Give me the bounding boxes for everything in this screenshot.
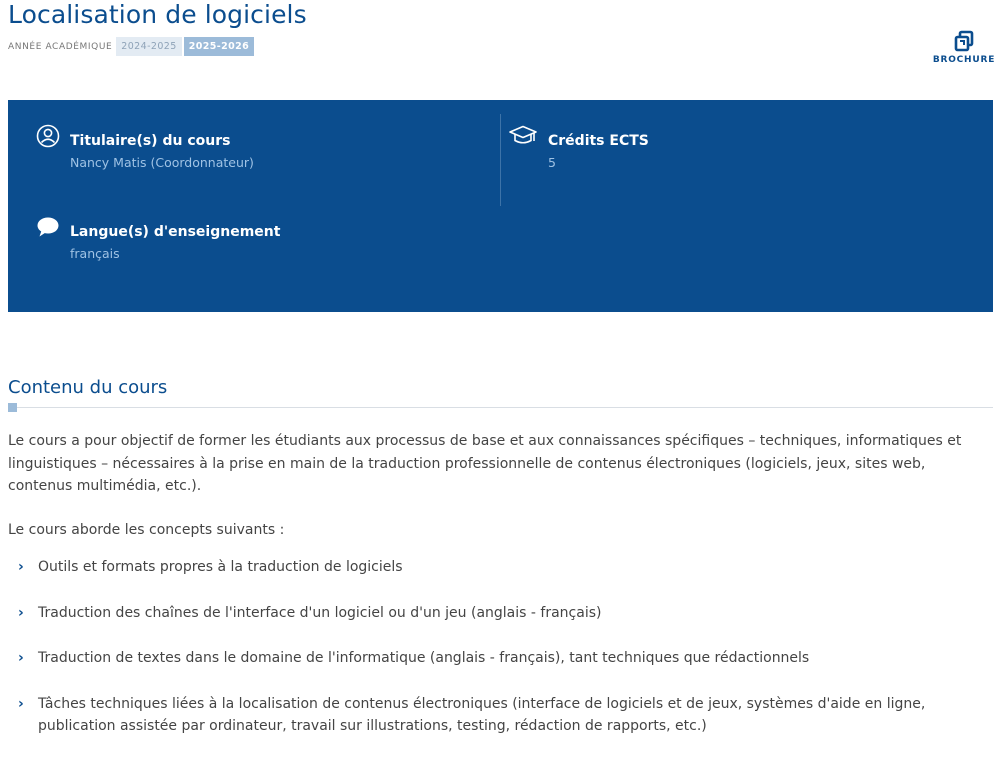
brochure-icon bbox=[953, 30, 975, 52]
academic-year-label: ANNÉE ACADÉMIQUE bbox=[8, 41, 113, 52]
list-item bbox=[8, 647, 968, 670]
brochure-button[interactable] bbox=[932, 30, 996, 65]
info-title-languages: Langue(s) d'enseignement bbox=[70, 224, 281, 240]
section-divider bbox=[8, 407, 993, 408]
concepts-intro-paragraph: Le cours aborde les concepts suivants : bbox=[8, 522, 285, 538]
year-button-2025-2026[interactable]: 2025-2026 bbox=[184, 37, 254, 56]
list-item bbox=[8, 693, 968, 738]
user-circle-icon bbox=[36, 124, 60, 148]
chevron-right-icon: › bbox=[18, 559, 24, 575]
chevron-right-icon: › bbox=[18, 695, 24, 712]
list-item-text: Tâches techniques liées à la localisation de contenus électroniques (interface de logiciels et de jeux, systèmes d'aide en ligne, publication assistée par ordinateur, travail sur illustrations, testing, rédaction de rapports, etc.) bbox=[38, 695, 926, 734]
speech-bubble-icon bbox=[36, 215, 60, 239]
info-title-instructors: Titulaire(s) du cours bbox=[70, 133, 231, 149]
academic-year-selector bbox=[8, 37, 256, 56]
info-value-ects: 5 bbox=[548, 155, 556, 170]
list-item bbox=[8, 556, 968, 579]
brochure-label: BROCHURE bbox=[932, 55, 996, 65]
course-description-paragraph: Le cours a pour objectif de former les étudiants aux processus de base et aux connaissances spécifiques – techniques, informatiques et linguistiques – nécessaires à la prise en main de la traduction professionnelle de contenus électroniques (logiciels, jeux, sites web, contenus multimédia, etc.). bbox=[8, 433, 962, 494]
list-item-text: Traduction de textes dans le domaine de l'informatique (anglais - français), tant techniques que rédactionnels bbox=[38, 650, 810, 666]
page-title: Localisation de logiciels bbox=[8, 0, 307, 29]
info-divider bbox=[500, 114, 501, 206]
info-value-instructors: Nancy Matis (Coordonnateur) bbox=[70, 155, 254, 170]
info-value-languages: français bbox=[70, 246, 120, 261]
chevron-right-icon: › bbox=[18, 604, 24, 621]
list-item-text: Traduction des chaînes de l'interface d'un logiciel ou d'un jeu (anglais - français) bbox=[38, 604, 602, 621]
graduation-cap-icon bbox=[508, 124, 538, 148]
info-title-ects: Crédits ECTS bbox=[548, 133, 649, 149]
chevron-right-icon: › bbox=[18, 650, 24, 666]
course-info-panel bbox=[8, 100, 993, 312]
list-item bbox=[8, 602, 968, 625]
year-button-2024-2025[interactable]: 2024-2025 bbox=[116, 37, 181, 56]
concepts-list bbox=[8, 556, 968, 738]
section-title-course-content: Contenu du cours bbox=[8, 377, 168, 398]
list-item-text: Outils et formats propres à la traduction de logiciels bbox=[38, 559, 403, 575]
section-marker bbox=[8, 403, 17, 412]
